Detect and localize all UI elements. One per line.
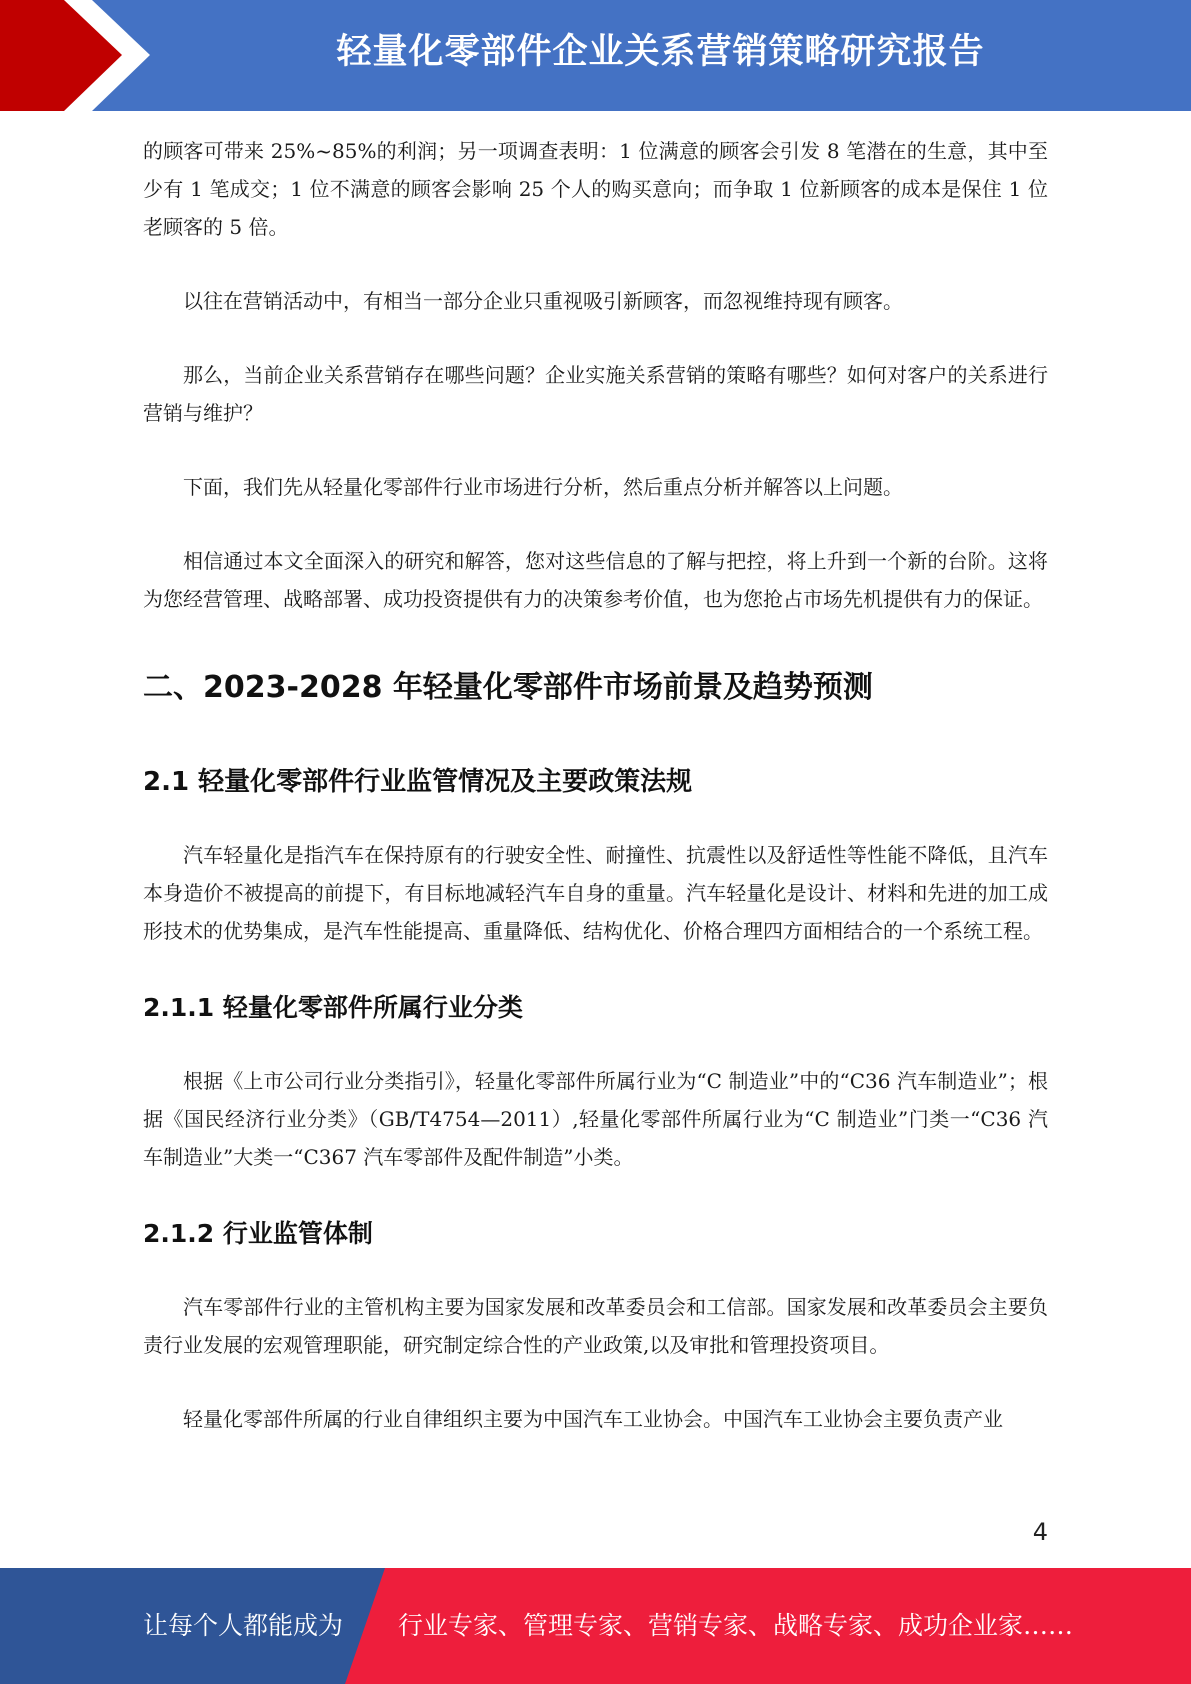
- paragraph: 那么，当前企业关系营销存在哪些问题？企业实施关系营销的策略有哪些？如何对客户的关系进行营销与维护？: [143, 363, 1048, 425]
- paragraph: 汽车轻量化是指汽车在保持原有的行驶安全性、耐撞性、抗震性以及舒适性等性能不降低，且汽车本身造价不被提高的前提下，有目标地减轻汽车自身的重量。汽车轻量化是设计、材料和先进的加工成形技术的优势集成，是汽车性能提高、重量降低、结构优化、价格合理四方面相结合的一个系统工程。: [143, 843, 1048, 943]
- paragraph: 以往在营销活动中，有相当一部分企业只重视吸引新顾客，而忽视维持现有顾客。: [183, 289, 903, 313]
- page-header: [0, 0, 1191, 111]
- footer-roles: 行业专家、管理专家、营销专家、战略专家、成功企业家……: [398, 1611, 1074, 1640]
- document-body: [143, 132, 1048, 1438]
- subsubsection-heading: 2.1.2 行业监管体制: [143, 1219, 373, 1248]
- subsection-heading: 2.1 轻量化零部件行业监管情况及主要政策法规: [143, 767, 693, 797]
- paragraph: 汽车零部件行业的主管机构主要为国家发展和改革委员会和工信部。国家发展和改革委员会主要负责行业发展的宏观管理职能，研究制定综合性的产业政策,以及审批和管理投资项目。: [143, 1295, 1048, 1357]
- paragraph: 根据《上市公司行业分类指引》，轻量化零部件所属行业为“C 制造业”中的“C36 汽车制造业”；根据《国民经济行业分类》（GB/T4754—2011）,轻量化零部件所属行业为“C 制造业”门类一“C36 汽车制造业”大类一“C367 汽车零部件及配件制造”小类。: [143, 1069, 1048, 1169]
- page-number: 4: [1032, 1518, 1048, 1546]
- report-title: 轻量化零部件企业关系营销策略研究报告: [336, 32, 985, 72]
- paragraph: 轻量化零部件所属的行业自律组织主要为中国汽车工业协会。中国汽车工业协会主要负责产业: [183, 1407, 1003, 1431]
- subsubsection-heading: 2.1.1 轻量化零部件所属行业分类: [143, 993, 523, 1022]
- footer-slogan: 让每个人都能成为: [143, 1611, 344, 1640]
- section-heading: 二、2023-2028 年轻量化零部件市场前景及趋势预测: [143, 670, 873, 705]
- paragraph: 的顾客可带来 25%~85%的利润；另一项调查表明：1 位满意的顾客会引发 8 笔潜在的生意，其中至少有 1 笔成交；1 位不满意的顾客会影响 25 个人的购买意向；而争取 1 位新顾客的成本是保住 1 位老顾客的 5 倍。: [143, 139, 1048, 239]
- paragraph: 下面，我们先从轻量化零部件行业市场进行分析，然后重点分析并解答以上问题。: [183, 475, 903, 499]
- page-footer: [0, 1568, 1191, 1684]
- paragraph: 相信通过本文全面深入的研究和解答，您对这些信息的了解与把控，将上升到一个新的台阶。这将为您经营管理、战略部署、成功投资提供有力的决策参考价值，也为您抢占市场先机提供有力的保证。: [143, 549, 1048, 611]
